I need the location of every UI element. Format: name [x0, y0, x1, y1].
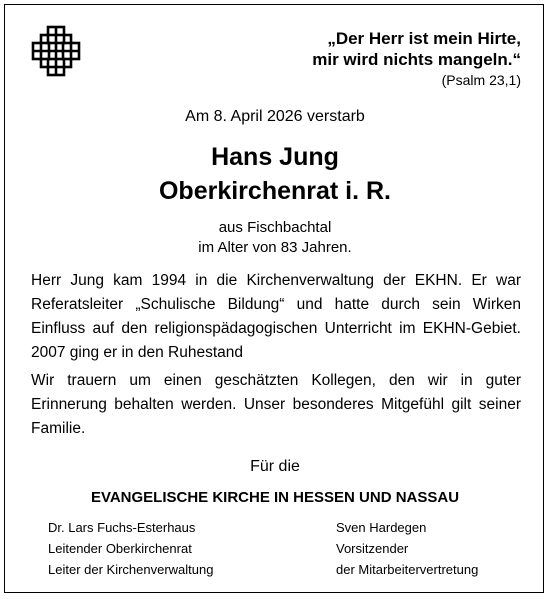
quote-line-2: mir wird nichts mangeln.“: [312, 50, 521, 69]
signatory-role: Leitender Oberkirchenrat: [48, 541, 192, 556]
quote-reference: (Psalm 23,1): [441, 72, 521, 88]
deceased-title: Oberkirchenrat i. R.: [158, 177, 392, 205]
signatory-right: [336, 517, 478, 580]
on-behalf-label: Für die: [250, 458, 300, 475]
death-announcement: Am 8. April 2026 verstarb: [185, 108, 365, 125]
signatory-left: [48, 517, 213, 580]
obituary-notice: [4, 4, 544, 593]
deceased-age: im Alter von 83 Jahren.: [198, 239, 352, 256]
signatory-role: Leiter der Kirchenverwaltung: [48, 562, 214, 577]
organization-name: EVANGELISCHE KIRCHE IN HESSEN UND NASSAU: [90, 489, 460, 506]
deceased-origin: aus Fischbachtal: [218, 219, 332, 236]
mourning-paragraph: Wir trauern um einen geschätzten Kollegen, den wir in guter Erinnerung behalten werden. Unser besonderes Mitgefühl gilt seiner Familie.: [31, 372, 521, 437]
signatory-role: der Mitarbeitervertretung: [336, 562, 479, 577]
signatory-role: Vorsitzender: [336, 541, 409, 556]
signatory-name: Sven Hardegen: [336, 520, 427, 535]
church-cross-emblem-icon: [31, 25, 81, 77]
career-paragraph: Herr Jung kam 1994 in die Kirchenverwaltung der EKHN. Er war Referatsleiter „Schulische Bildung“ und hatte durch sein Wirken Einfluss auf den religionspädagogischen Unterricht im EKHN-Gebiet. 2007 ging er in den Ruhestand: [31, 272, 521, 361]
quote-line-1: „Der Herr ist mein Hirte,: [327, 29, 521, 48]
deceased-name: Hans Jung: [211, 143, 339, 171]
signatory-name: Dr. Lars Fuchs-Esterhaus: [48, 520, 196, 535]
psalm-quote: [312, 28, 521, 90]
